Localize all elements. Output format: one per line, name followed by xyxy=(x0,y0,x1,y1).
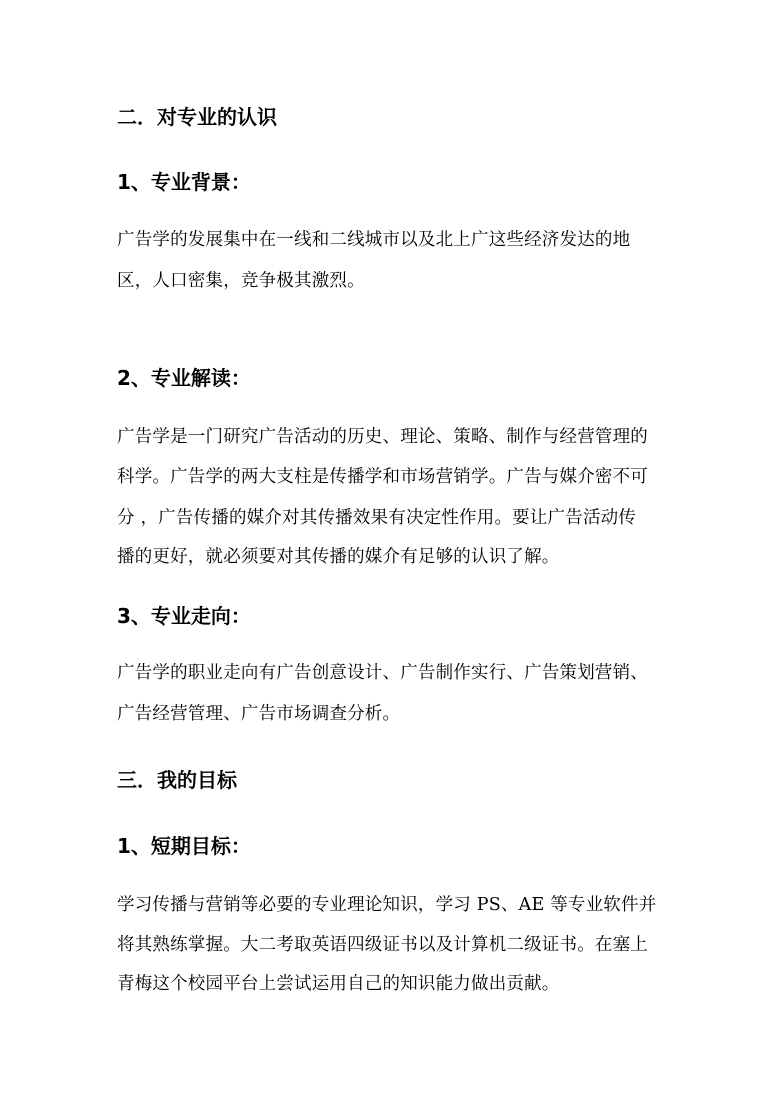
interpretation-heading: 2、专业解读： xyxy=(117,366,251,390)
short-term-line-1: 学习传播与营销等必要的专业理论知识，学习 PS、AE 等专业软件并 xyxy=(117,895,657,915)
short-term-line-3: 青梅这个校园平台上尝试运用自己的知识能力做出贡献。 xyxy=(117,974,560,994)
direction-line-1: 广告学的职业走向有广告创意设计、广告制作实行、广告策划营销、 xyxy=(117,663,648,683)
background-heading: 1、专业背景： xyxy=(117,170,251,194)
interpretation-line-3: 分 ，广告传播的媒介对其传播效果有决定性作用。要让广告活动传 xyxy=(117,508,637,528)
interpretation-line-4: 播的更好，就必须要对其传播的媒介有足够的认识了解。 xyxy=(117,547,560,567)
background-line-1: 广告学的发展集中在一线和二线城市以及北上广这些经济发达的地 xyxy=(117,230,631,250)
direction-line-2: 广告经营管理、广告市场调查分析。 xyxy=(117,704,401,724)
background-line-2: 区，人口密集，竞争极其激烈。 xyxy=(117,271,365,291)
direction-heading: 3、专业走向： xyxy=(117,604,251,628)
interpretation-line-2: 科学。广告学的两大支柱是传播学和市场营销学。广告与媒介密不可 xyxy=(117,467,648,487)
section-3-title: 三．我的目标 xyxy=(117,768,237,792)
short-term-heading: 1、短期目标： xyxy=(117,834,251,858)
interpretation-line-1: 广告学是一门研究广告活动的历史、理论、策略、制作与经营管理的 xyxy=(117,427,648,447)
section-2-title: 二．对专业的认识 xyxy=(117,105,277,129)
short-term-line-2: 将其熟练掌握。大二考取英语四级证书以及计算机二级证书。在塞上 xyxy=(117,935,648,955)
